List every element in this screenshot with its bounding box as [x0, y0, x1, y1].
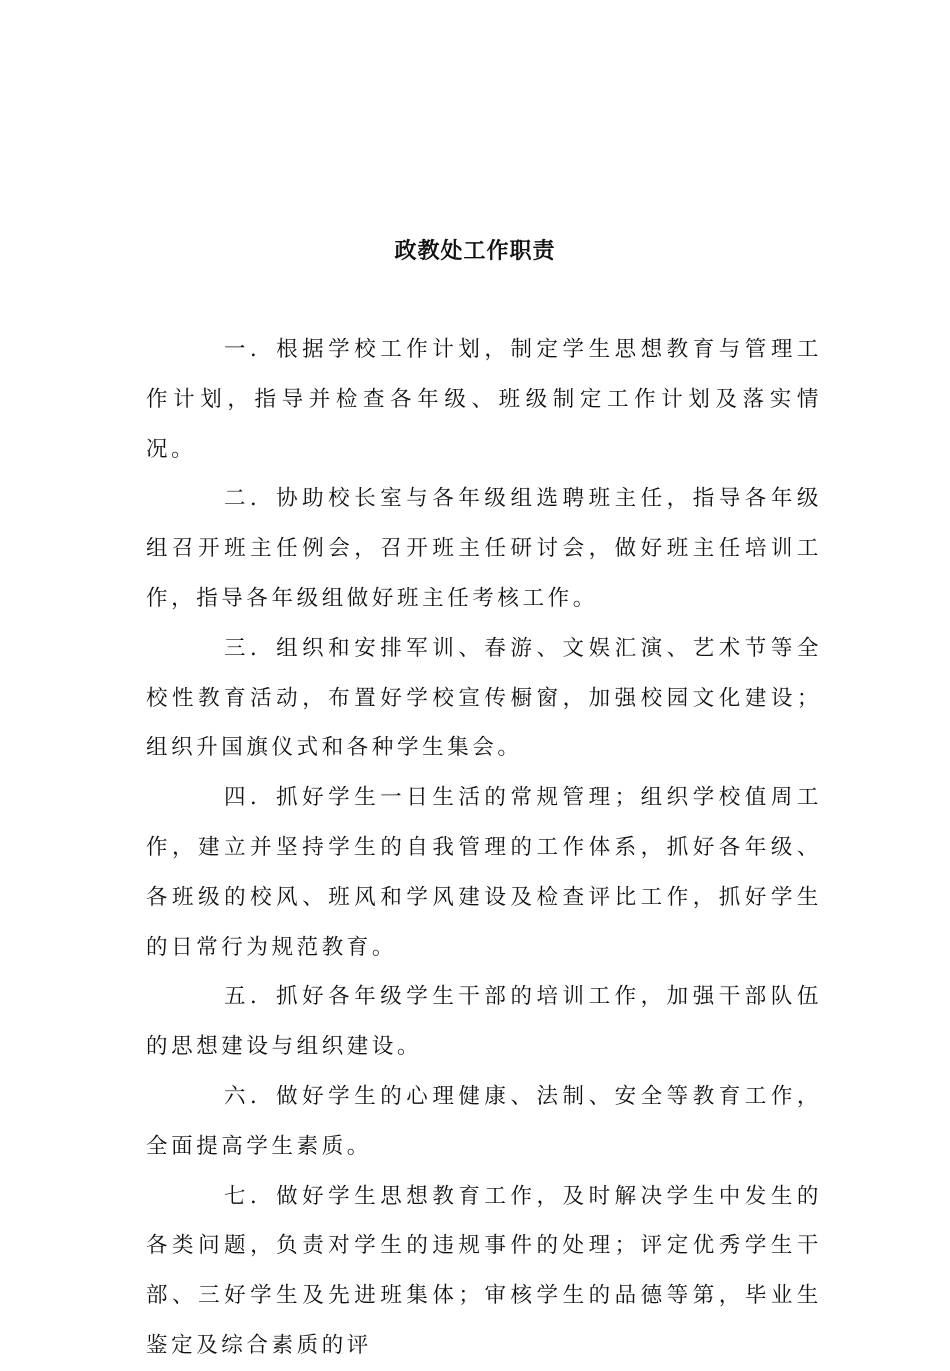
document-title: 政教处工作职责	[394, 238, 556, 264]
paragraph-1: 一．根据学校工作计划，制定学生思想教育与管理工作计划，指导并检查各年级、班级制定工作计划及落实情况。	[146, 337, 822, 462]
paragraph-4: 四．抓好学生一日生活的常规管理；组织学校值周工作，建立并坚持学生的自我管理的工作体系，抓好各年级、各班级的校风、班风和学风建设及检查评比工作，抓好学生的日常行为规范教育。	[146, 785, 822, 960]
paragraph-2: 二．协助校长室与各年级组选聘班主任，指导各年级组召开班主任例会，召开班主任研讨会，做好班主任培训工作，指导各年级组做好班主任考核工作。	[146, 486, 822, 611]
paragraph-7: 七．做好学生思想教育工作，及时解决学生中发生的各类问题，负责对学生的违规事件的处理；评定优秀学生干部、三好学生及先进班集体；审核学生的品德等第，毕业生鉴定及综合素质的评	[146, 1183, 822, 1358]
paragraph-6: 六．做好学生的心理健康、法制、安全等教育工作，全面提高学生素质。	[146, 1083, 822, 1159]
paragraph-3: 三．组织和安排军训、春游、文娱汇演、艺术节等全校性教育活动，布置好学校宣传橱窗，加强校园文化建设；组织升国旗仪式和各种学生集会。	[146, 635, 822, 761]
paragraph-5: 五．抓好各年级学生干部的培训工作，加强干部队伍的思想建设与组织建设。	[146, 984, 822, 1060]
document-body	[146, 325, 822, 1371]
